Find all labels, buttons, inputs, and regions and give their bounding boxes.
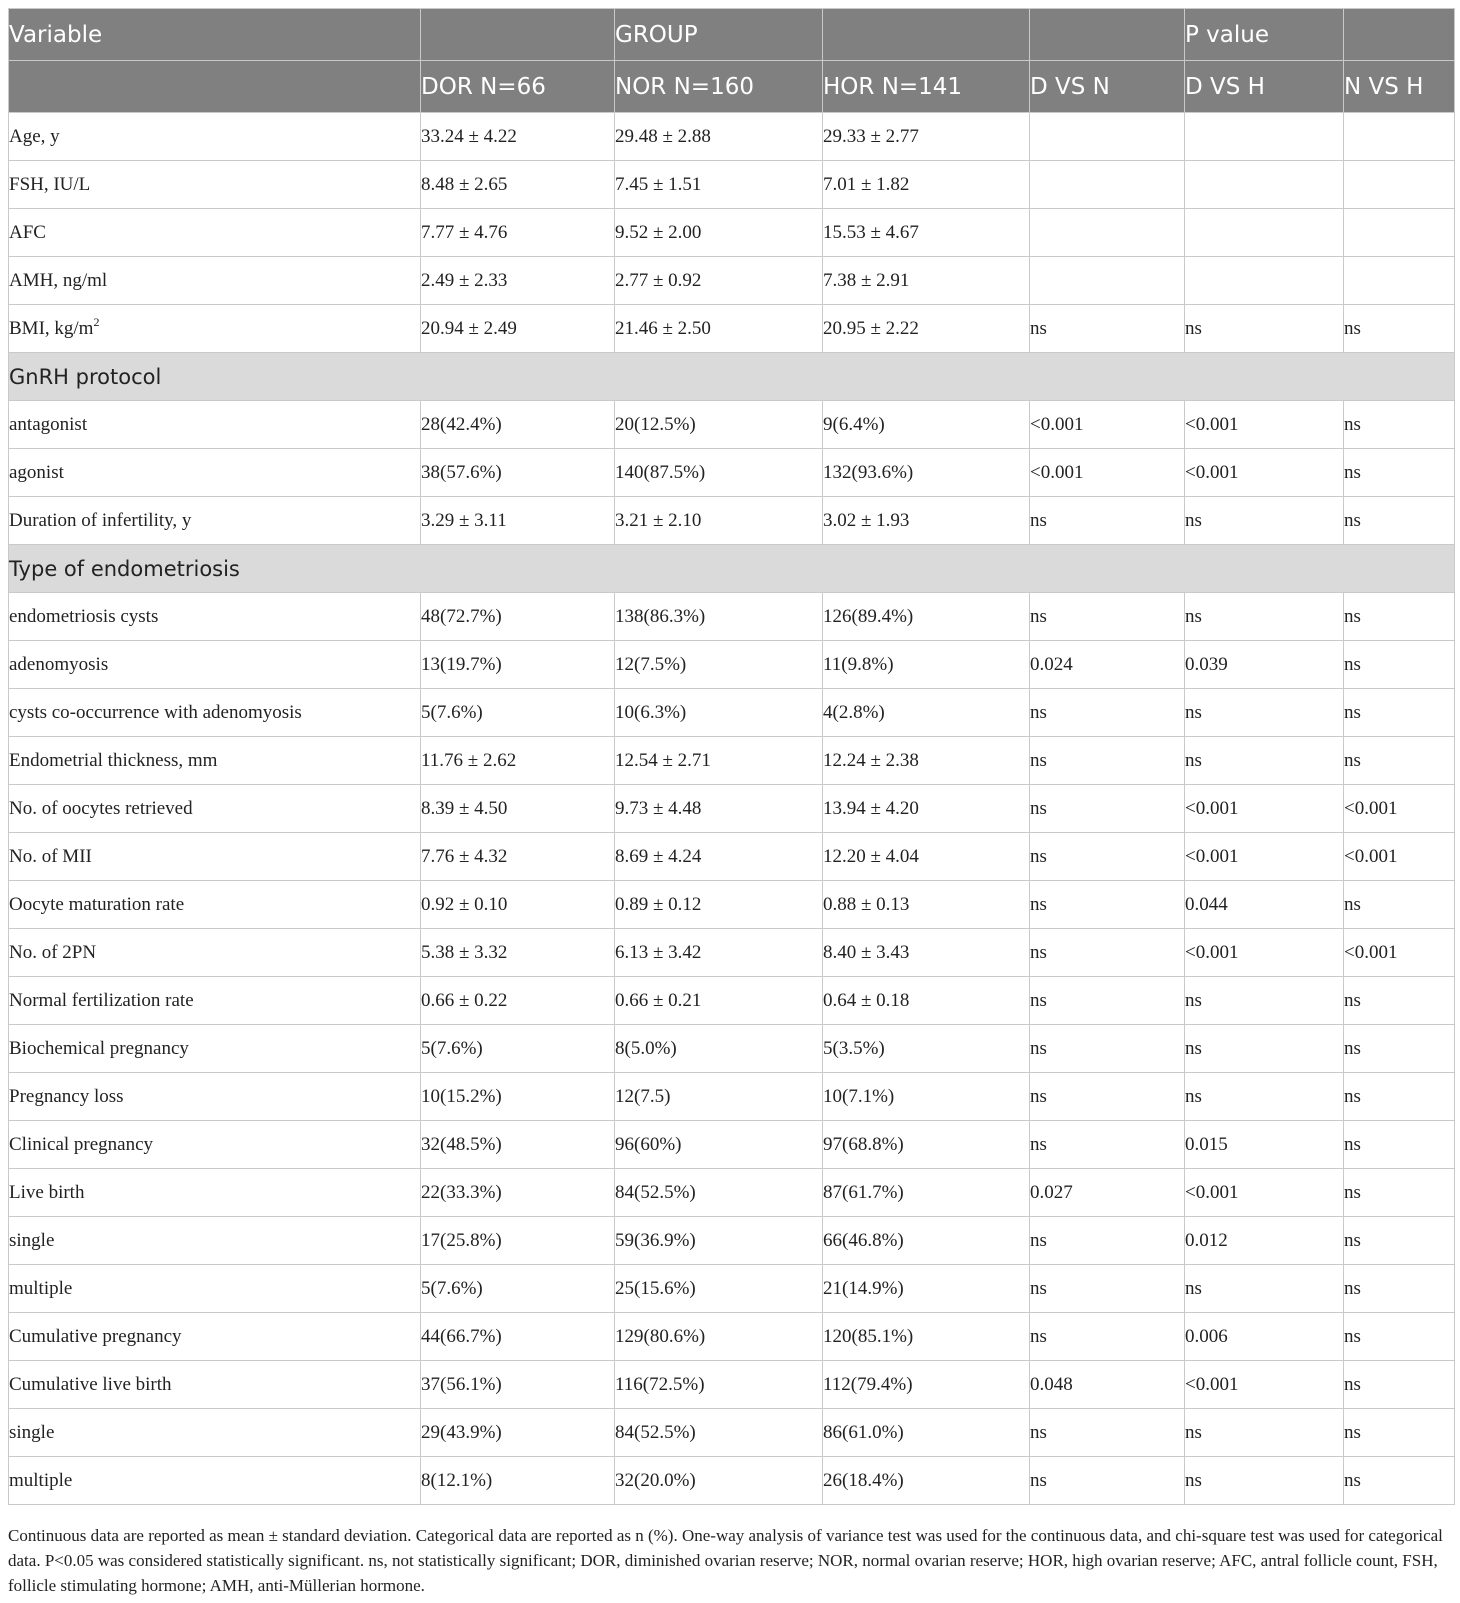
d-vs-n-cell: ns: [1030, 497, 1185, 545]
dor-cell: 32(48.5%): [421, 1121, 615, 1169]
hor-cell: 86(61.0%): [823, 1409, 1030, 1457]
d-vs-n-cell: <0.001: [1030, 401, 1185, 449]
row-label-text: Clinical pregnancy: [9, 1133, 154, 1155]
nor-cell: 12(7.5%): [615, 641, 823, 689]
table-row: [9, 1073, 1455, 1121]
nor-cell: 20(12.5%): [615, 401, 823, 449]
row-label-text: No. of MII: [9, 845, 92, 867]
row-label: [9, 1457, 421, 1505]
row-label: [9, 833, 421, 881]
row-label-text: Oocyte maturation rate: [9, 893, 185, 915]
dor-cell: 0.92 ± 0.10: [421, 881, 615, 929]
row-label: [9, 1265, 421, 1313]
row-label: [9, 257, 421, 305]
d-vs-n-cell: ns: [1030, 1457, 1185, 1505]
table-row: [9, 1169, 1455, 1217]
row-label: [9, 737, 421, 785]
row-label: [9, 929, 421, 977]
row-label: [9, 881, 421, 929]
row-label-text: Cumulative pregnancy: [9, 1325, 182, 1347]
table-row: [9, 1265, 1455, 1313]
d-vs-n-cell: ns: [1030, 593, 1185, 641]
d-vs-n-cell: 0.048: [1030, 1361, 1185, 1409]
d-vs-n-cell: ns: [1030, 1313, 1185, 1361]
nor-cell: 12.54 ± 2.71: [615, 737, 823, 785]
d-vs-n-cell: ns: [1030, 305, 1185, 353]
d-vs-h-cell: ns: [1185, 689, 1344, 737]
n-vs-h-cell: ns: [1344, 1121, 1455, 1169]
row-label: [9, 113, 421, 161]
dor-cell: 17(25.8%): [421, 1217, 615, 1265]
table-row: [9, 209, 1455, 257]
dor-cell: 44(66.7%): [421, 1313, 615, 1361]
hor-cell: 15.53 ± 4.67: [823, 209, 1030, 257]
nor-cell: 116(72.5%): [615, 1361, 823, 1409]
dor-cell: 10(15.2%): [421, 1073, 615, 1121]
d-vs-h-cell: 0.012: [1185, 1217, 1344, 1265]
d-vs-n-cell: ns: [1030, 929, 1185, 977]
dor-cell: 28(42.4%): [421, 401, 615, 449]
d-vs-h-cell: <0.001: [1185, 449, 1344, 497]
header-hor: HOR N=141: [823, 61, 1030, 113]
d-vs-n-cell: ns: [1030, 1073, 1185, 1121]
d-vs-n-cell: <0.001: [1030, 449, 1185, 497]
hor-cell: 66(46.8%): [823, 1217, 1030, 1265]
header-group: GROUP: [615, 9, 823, 61]
row-label-superscript: 2: [93, 314, 100, 329]
header-d-vs-n: D VS N: [1030, 61, 1185, 113]
table-row: [9, 593, 1455, 641]
d-vs-n-cell: ns: [1030, 1217, 1185, 1265]
hor-cell: 10(7.1%): [823, 1073, 1030, 1121]
d-vs-n-cell: ns: [1030, 1025, 1185, 1073]
table-footnote: Continuous data are reported as mean ± standard deviation. Categorical data are reported as n (%). One-way analysis of variance test was used for the continuous data, and chi-square test was used for categorical data. P<0.05 was considered statistically significant. ns, not statistically significant; DOR, diminished ovarian reserve; NOR, normal ovarian reserve; HOR, high ovarian reserve; AFC, antral follicle count, FSH, follicle stimulating hormone; AMH, anti-Müllerian hormone.: [8, 1526, 1443, 1595]
hor-cell: 87(61.7%): [823, 1169, 1030, 1217]
hor-cell: 3.02 ± 1.93: [823, 497, 1030, 545]
row-label: [9, 1217, 421, 1265]
table-row: [9, 833, 1455, 881]
nor-cell: 32(20.0%): [615, 1457, 823, 1505]
header-nor: NOR N=160: [615, 61, 823, 113]
dor-cell: 22(33.3%): [421, 1169, 615, 1217]
d-vs-n-cell: ns: [1030, 1409, 1185, 1457]
header-empty-2: [823, 9, 1030, 61]
nor-cell: 84(52.5%): [615, 1409, 823, 1457]
n-vs-h-cell: ns: [1344, 1169, 1455, 1217]
row-label-text: No. of 2PN: [9, 941, 97, 963]
dor-cell: 5(7.6%): [421, 1265, 615, 1313]
table-row: [9, 1217, 1455, 1265]
table-row: [9, 881, 1455, 929]
nor-cell: 96(60%): [615, 1121, 823, 1169]
row-label: [9, 209, 421, 257]
hor-cell: 0.64 ± 0.18: [823, 977, 1030, 1025]
row-label-text: multiple: [9, 1277, 73, 1299]
d-vs-h-cell: ns: [1185, 497, 1344, 545]
nor-cell: 9.52 ± 2.00: [615, 209, 823, 257]
hor-cell: 13.94 ± 4.20: [823, 785, 1030, 833]
row-label-text: adenomyosis: [9, 653, 109, 675]
nor-cell: 7.45 ± 1.51: [615, 161, 823, 209]
row-label-text: No. of oocytes retrieved: [9, 797, 193, 819]
table-row: [9, 113, 1455, 161]
dor-cell: 2.49 ± 2.33: [421, 257, 615, 305]
row-label-text: agonist: [9, 461, 64, 483]
n-vs-h-cell: ns: [1344, 305, 1455, 353]
row-label-text: Cumulative live birth: [9, 1373, 172, 1395]
dor-cell: 8(12.1%): [421, 1457, 615, 1505]
hor-cell: 8.40 ± 3.43: [823, 929, 1030, 977]
hor-cell: 11(9.8%): [823, 641, 1030, 689]
row-label-text: antagonist: [9, 413, 88, 435]
table-row: [9, 689, 1455, 737]
section-label: Type of endometriosis: [9, 545, 1455, 593]
nor-cell: 21.46 ± 2.50: [615, 305, 823, 353]
n-vs-h-cell: ns: [1344, 881, 1455, 929]
row-label-text: single: [9, 1421, 55, 1443]
header-row-1: [9, 9, 1455, 61]
dor-cell: 20.94 ± 2.49: [421, 305, 615, 353]
d-vs-h-cell: <0.001: [1185, 833, 1344, 881]
d-vs-h-cell: <0.001: [1185, 929, 1344, 977]
row-label: [9, 689, 421, 737]
dor-cell: 8.39 ± 4.50: [421, 785, 615, 833]
row-label-text: BMI, kg/m: [9, 317, 94, 339]
dor-cell: 7.77 ± 4.76: [421, 209, 615, 257]
row-label: [9, 1313, 421, 1361]
d-vs-h-cell: ns: [1185, 305, 1344, 353]
d-vs-h-cell: 0.006: [1185, 1313, 1344, 1361]
row-label: [9, 785, 421, 833]
table-row: [9, 161, 1455, 209]
d-vs-h-cell: ns: [1185, 1457, 1344, 1505]
hor-cell: 29.33 ± 2.77: [823, 113, 1030, 161]
table-row: [9, 1409, 1455, 1457]
n-vs-h-cell: ns: [1344, 1313, 1455, 1361]
n-vs-h-cell: ns: [1344, 689, 1455, 737]
d-vs-n-cell: [1030, 257, 1185, 305]
header-empty-5: [9, 61, 421, 113]
row-label-text: Biochemical pregnancy: [9, 1037, 189, 1059]
row-label: [9, 1121, 421, 1169]
n-vs-h-cell: ns: [1344, 737, 1455, 785]
hor-cell: 4(2.8%): [823, 689, 1030, 737]
dor-cell: 0.66 ± 0.22: [421, 977, 615, 1025]
d-vs-h-cell: [1185, 161, 1344, 209]
d-vs-n-cell: ns: [1030, 881, 1185, 929]
hor-cell: 5(3.5%): [823, 1025, 1030, 1073]
d-vs-h-cell: 0.044: [1185, 881, 1344, 929]
n-vs-h-cell: [1344, 161, 1455, 209]
nor-cell: 140(87.5%): [615, 449, 823, 497]
n-vs-h-cell: ns: [1344, 1457, 1455, 1505]
d-vs-n-cell: ns: [1030, 689, 1185, 737]
table-row: [9, 401, 1455, 449]
table-row: [9, 497, 1455, 545]
hor-cell: 26(18.4%): [823, 1457, 1030, 1505]
d-vs-h-cell: ns: [1185, 593, 1344, 641]
n-vs-h-cell: ns: [1344, 1217, 1455, 1265]
n-vs-h-cell: <0.001: [1344, 833, 1455, 881]
dor-cell: 7.76 ± 4.32: [421, 833, 615, 881]
d-vs-h-cell: <0.001: [1185, 401, 1344, 449]
row-label-text: FSH, IU/L: [9, 173, 91, 195]
d-vs-n-cell: 0.024: [1030, 641, 1185, 689]
table-row: [9, 929, 1455, 977]
table-row: [9, 305, 1455, 353]
row-label-text: Pregnancy loss: [9, 1085, 124, 1107]
row-label-text: AMH, ng/ml: [9, 269, 108, 291]
table-row: [9, 785, 1455, 833]
hor-cell: 7.38 ± 2.91: [823, 257, 1030, 305]
d-vs-h-cell: <0.001: [1185, 785, 1344, 833]
d-vs-h-cell: [1185, 209, 1344, 257]
n-vs-h-cell: [1344, 257, 1455, 305]
row-label-text: AFC: [9, 221, 46, 243]
row-label: [9, 1409, 421, 1457]
header-empty-1: [421, 9, 615, 61]
d-vs-n-cell: [1030, 209, 1185, 257]
row-label: [9, 1361, 421, 1409]
row-label-text: Duration of infertility, y: [9, 509, 192, 531]
d-vs-n-cell: 0.027: [1030, 1169, 1185, 1217]
dor-cell: 5.38 ± 3.32: [421, 929, 615, 977]
nor-cell: 3.21 ± 2.10: [615, 497, 823, 545]
table-row: [9, 1361, 1455, 1409]
table-row: [9, 1025, 1455, 1073]
header-row-2: [9, 61, 1455, 113]
table-row: [9, 1457, 1455, 1505]
table-row: [9, 737, 1455, 785]
d-vs-n-cell: [1030, 113, 1185, 161]
dor-cell: 3.29 ± 3.11: [421, 497, 615, 545]
hor-cell: 7.01 ± 1.82: [823, 161, 1030, 209]
hor-cell: 97(68.8%): [823, 1121, 1030, 1169]
d-vs-h-cell: [1185, 257, 1344, 305]
d-vs-n-cell: ns: [1030, 737, 1185, 785]
row-label: [9, 593, 421, 641]
dor-cell: 5(7.6%): [421, 1025, 615, 1073]
header-n-vs-h: N VS H: [1344, 61, 1455, 113]
table-body: [9, 113, 1455, 1505]
n-vs-h-cell: [1344, 209, 1455, 257]
nor-cell: 138(86.3%): [615, 593, 823, 641]
row-label: [9, 641, 421, 689]
nor-cell: 0.89 ± 0.12: [615, 881, 823, 929]
n-vs-h-cell: [1344, 113, 1455, 161]
row-label-text: Normal fertilization rate: [9, 989, 194, 1011]
n-vs-h-cell: <0.001: [1344, 785, 1455, 833]
d-vs-n-cell: ns: [1030, 833, 1185, 881]
n-vs-h-cell: ns: [1344, 401, 1455, 449]
d-vs-h-cell: <0.001: [1185, 1169, 1344, 1217]
header-dor: DOR N=66: [421, 61, 615, 113]
d-vs-n-cell: ns: [1030, 1121, 1185, 1169]
n-vs-h-cell: ns: [1344, 1265, 1455, 1313]
section-row: [9, 353, 1455, 401]
row-label: [9, 1025, 421, 1073]
hor-cell: 20.95 ± 2.22: [823, 305, 1030, 353]
dor-cell: 48(72.7%): [421, 593, 615, 641]
d-vs-h-cell: ns: [1185, 1409, 1344, 1457]
row-label: [9, 977, 421, 1025]
hor-cell: 9(6.4%): [823, 401, 1030, 449]
header-p-value: P value: [1185, 9, 1344, 61]
row-label: [9, 401, 421, 449]
header-empty-3: [1030, 9, 1185, 61]
d-vs-n-cell: [1030, 161, 1185, 209]
row-label: [9, 497, 421, 545]
nor-cell: 0.66 ± 0.21: [615, 977, 823, 1025]
hor-cell: 12.20 ± 4.04: [823, 833, 1030, 881]
hor-cell: 126(89.4%): [823, 593, 1030, 641]
n-vs-h-cell: ns: [1344, 1409, 1455, 1457]
d-vs-h-cell: [1185, 113, 1344, 161]
dor-cell: 11.76 ± 2.62: [421, 737, 615, 785]
row-label: [9, 161, 421, 209]
n-vs-h-cell: ns: [1344, 1025, 1455, 1073]
row-label-text: single: [9, 1229, 55, 1251]
table-row: [9, 1121, 1455, 1169]
d-vs-n-cell: ns: [1030, 785, 1185, 833]
d-vs-n-cell: ns: [1030, 1265, 1185, 1313]
n-vs-h-cell: <0.001: [1344, 929, 1455, 977]
nor-cell: 2.77 ± 0.92: [615, 257, 823, 305]
section-label: GnRH protocol: [9, 353, 1455, 401]
header-empty-4: [1344, 9, 1455, 61]
dor-cell: 38(57.6%): [421, 449, 615, 497]
hor-cell: 120(85.1%): [823, 1313, 1030, 1361]
header-d-vs-h: D VS H: [1185, 61, 1344, 113]
nor-cell: 8.69 ± 4.24: [615, 833, 823, 881]
d-vs-h-cell: ns: [1185, 1073, 1344, 1121]
n-vs-h-cell: ns: [1344, 1361, 1455, 1409]
dor-cell: 5(7.6%): [421, 689, 615, 737]
nor-cell: 129(80.6%): [615, 1313, 823, 1361]
dor-cell: 8.48 ± 2.65: [421, 161, 615, 209]
table-row: [9, 449, 1455, 497]
header-variable: Variable: [9, 9, 421, 61]
row-label-text: Live birth: [9, 1181, 85, 1203]
section-row: [9, 545, 1455, 593]
row-label-text: Endometrial thickness, mm: [9, 749, 218, 771]
nor-cell: 9.73 ± 4.48: [615, 785, 823, 833]
row-label-text: multiple: [9, 1469, 73, 1491]
hor-cell: 21(14.9%): [823, 1265, 1030, 1313]
nor-cell: 10(6.3%): [615, 689, 823, 737]
dor-cell: 13(19.7%): [421, 641, 615, 689]
n-vs-h-cell: ns: [1344, 497, 1455, 545]
nor-cell: 8(5.0%): [615, 1025, 823, 1073]
d-vs-h-cell: 0.039: [1185, 641, 1344, 689]
table-row: [9, 641, 1455, 689]
dor-cell: 33.24 ± 4.22: [421, 113, 615, 161]
d-vs-h-cell: ns: [1185, 1265, 1344, 1313]
nor-cell: 6.13 ± 3.42: [615, 929, 823, 977]
row-label: [9, 1169, 421, 1217]
dor-cell: 37(56.1%): [421, 1361, 615, 1409]
d-vs-h-cell: 0.015: [1185, 1121, 1344, 1169]
dor-cell: 29(43.9%): [421, 1409, 615, 1457]
row-label-text: Age, y: [9, 125, 60, 147]
table-row: [9, 257, 1455, 305]
table-row: [9, 1313, 1455, 1361]
hor-cell: 132(93.6%): [823, 449, 1030, 497]
n-vs-h-cell: ns: [1344, 977, 1455, 1025]
n-vs-h-cell: ns: [1344, 1073, 1455, 1121]
row-label-text: cysts co-occurrence with adenomyosis: [9, 701, 302, 723]
results-table: [8, 8, 1455, 1505]
nor-cell: 59(36.9%): [615, 1217, 823, 1265]
n-vs-h-cell: ns: [1344, 449, 1455, 497]
d-vs-h-cell: ns: [1185, 977, 1344, 1025]
nor-cell: 12(7.5): [615, 1073, 823, 1121]
nor-cell: 84(52.5%): [615, 1169, 823, 1217]
row-label-text: endometriosis cysts: [9, 605, 159, 627]
hor-cell: 112(79.4%): [823, 1361, 1030, 1409]
hor-cell: 0.88 ± 0.13: [823, 881, 1030, 929]
table-row: [9, 977, 1455, 1025]
d-vs-n-cell: ns: [1030, 977, 1185, 1025]
n-vs-h-cell: ns: [1344, 641, 1455, 689]
row-label: [9, 449, 421, 497]
d-vs-h-cell: ns: [1185, 1025, 1344, 1073]
nor-cell: 29.48 ± 2.88: [615, 113, 823, 161]
row-label: [9, 1073, 421, 1121]
nor-cell: 25(15.6%): [615, 1265, 823, 1313]
d-vs-h-cell: ns: [1185, 737, 1344, 785]
hor-cell: 12.24 ± 2.38: [823, 737, 1030, 785]
d-vs-h-cell: <0.001: [1185, 1361, 1344, 1409]
row-label: [9, 305, 421, 353]
n-vs-h-cell: ns: [1344, 593, 1455, 641]
